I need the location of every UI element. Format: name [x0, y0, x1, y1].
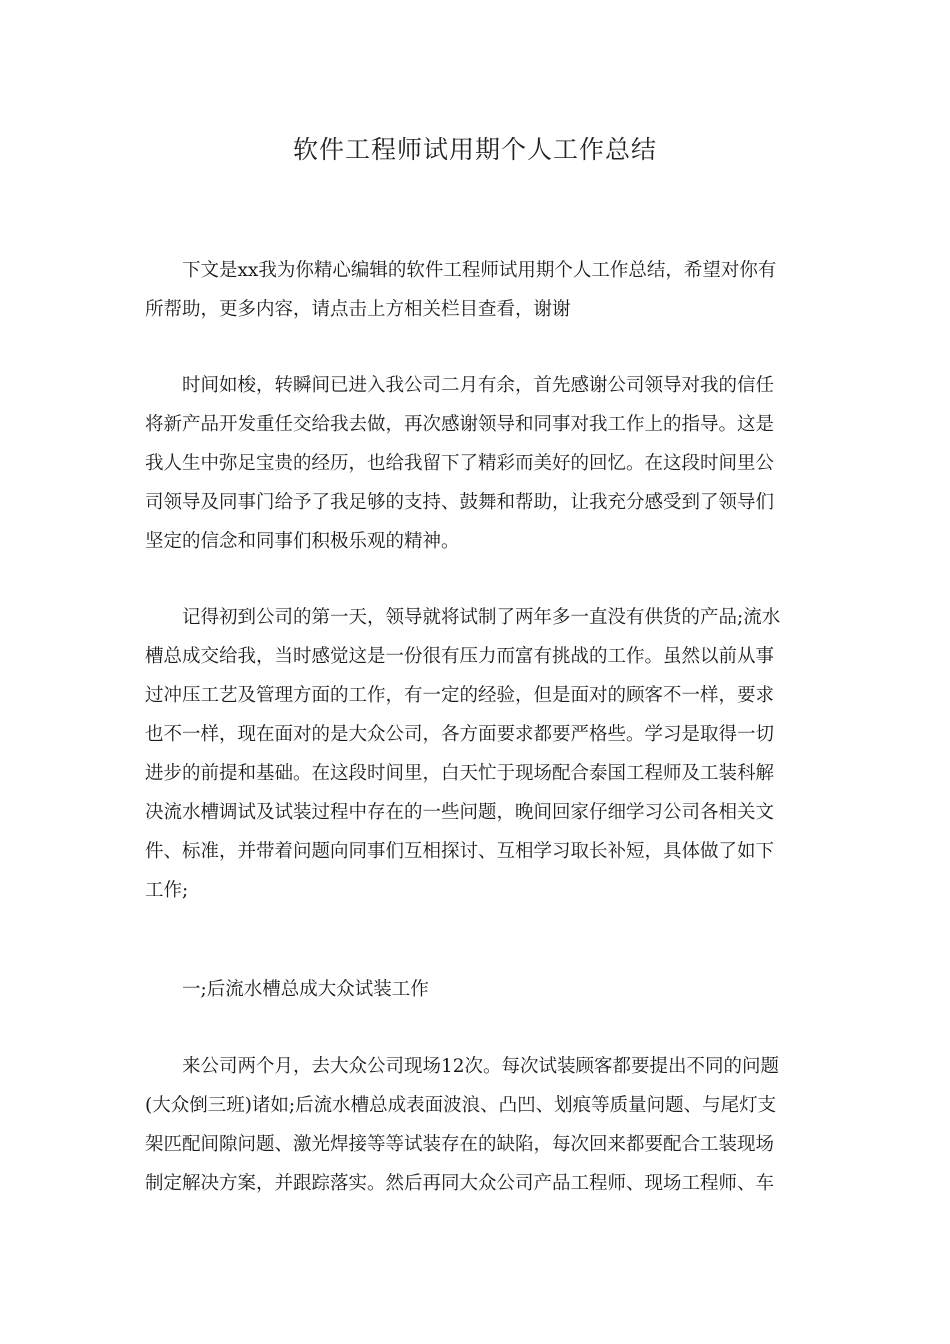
paragraph-line: 决流水槽调试及试装过程中存在的一些问题，晚间回家仔细学习公司各相关文 [145, 802, 775, 823]
document-title: 软件工程师试用期个人工作总结 [292, 135, 657, 164]
paragraph-line: 件、标准，并带着问题向同事们互相探讨、互相学习取长补短，具体做了如下 [145, 841, 775, 862]
paragraph-line: 过冲压工艺及管理方面的工作，有一定的经验，但是面对的顾客不一样，要求 [145, 685, 775, 706]
paragraph-line: 制定解决方案，并跟踪落实。然后再同大众公司产品工程师、现场工程师、车 [145, 1173, 775, 1194]
paragraph-line: 我人生中弥足宝贵的经历，也给我留下了精彩而美好的回忆。在这段时间里公 [145, 453, 775, 474]
paragraph-line: 进步的前提和基础。在这段时间里，白天忙于现场配合泰国工程师及工装科解 [145, 763, 775, 784]
paragraph-gratitude [145, 366, 805, 561]
paragraph-line: (大众倒三班)诸如;后流水槽总成表面波浪、凸凹、划痕等质量问题、与尾灯支 [145, 1095, 777, 1116]
paragraph-line: 架匹配间隙问题、激光焊接等等试装存在的缺陷，每次回来都要配合工装现场 [145, 1134, 775, 1155]
paragraph-site-visits [145, 1047, 805, 1203]
section-heading-text: 一;后流水槽总成大众试装工作 [182, 979, 429, 1000]
paragraph-line: 记得初到公司的第一天，领导就将试制了两年多一直没有供货的产品;流水 [182, 607, 781, 628]
paragraph-line: 槽总成交给我，当时感觉这是一份很有压力而富有挑战的工作。虽然以前从事 [145, 646, 775, 667]
paragraph-first-day [145, 598, 805, 910]
paragraph-line: 下文是xx我为你精心编辑的软件工程师试用期个人工作总结，希望对你有 [182, 260, 777, 281]
paragraph-intro [145, 251, 805, 329]
paragraph-line: 司领导及同事门给予了我足够的支持、鼓舞和帮助，让我充分感受到了领导们 [145, 492, 775, 513]
paragraph-line: 也不一样，现在面对的是大众公司，各方面要求都要严格些。学习是取得一切 [145, 724, 775, 745]
paragraph-line: 工作; [145, 880, 189, 901]
section-heading [145, 970, 805, 1009]
paragraph-line: 来公司两个月，去大众公司现场12次。每次试装顾客都要提出不同的问题 [182, 1056, 780, 1077]
paragraph-line: 将新产品开发重任交给我去做，再次感谢领导和同事对我工作上的指导。这是 [145, 414, 775, 435]
paragraph-line: 时间如梭，转瞬间已进入我公司二月有余，首先感谢公司领导对我的信任 [182, 375, 775, 396]
paragraph-line: 所帮助，更多内容，请点击上方相关栏目查看，谢谢 [145, 299, 571, 320]
paragraph-line: 坚定的信念和同事们积极乐观的精神。 [145, 531, 460, 552]
